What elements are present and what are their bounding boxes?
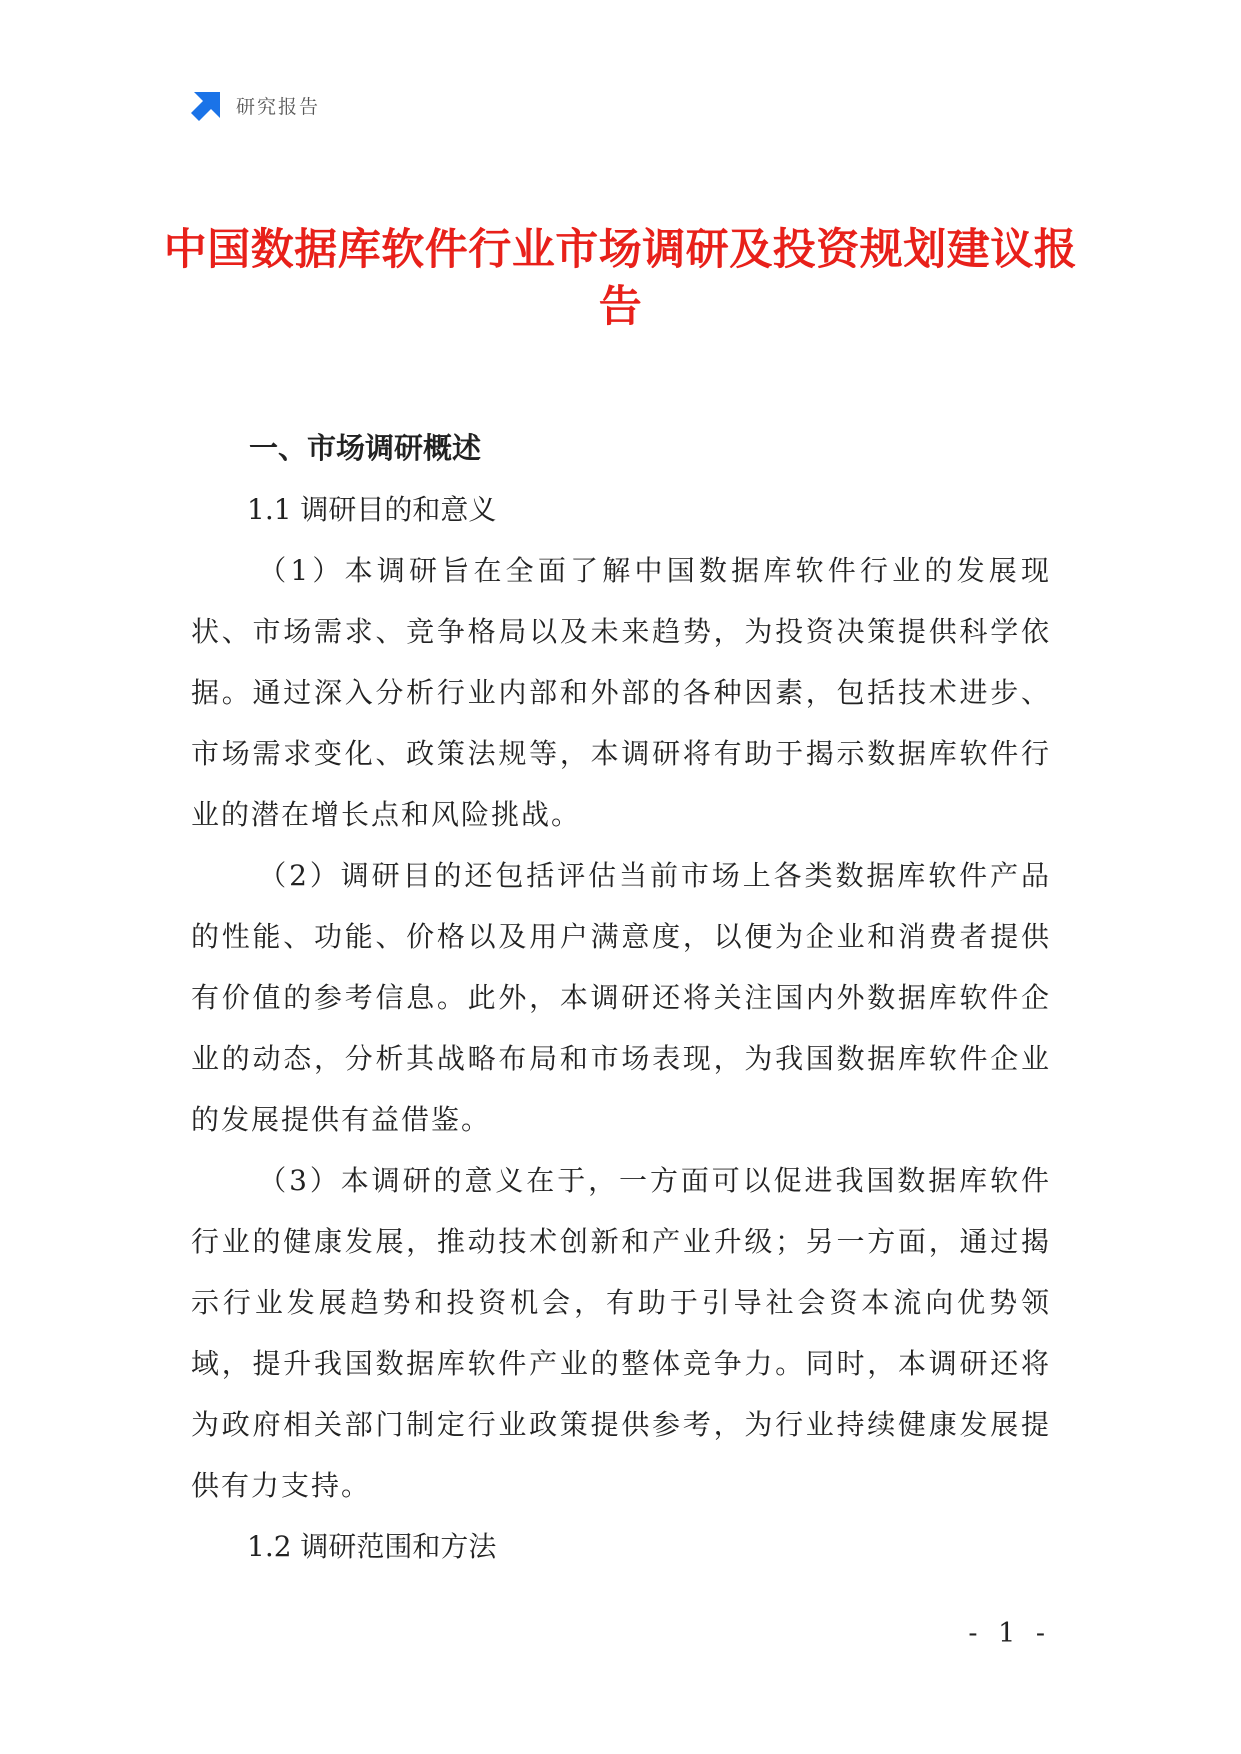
document-body — [191, 418, 1051, 1577]
paragraph-3: （3）本调研的意义在于，一方面可以促进我国数据库软件行业的健康发展，推动技术创新和产业升级；另一方面，通过揭示行业发展趋势和投资机会，有助于引导社会资本流向优势领域，提升我国数据库软件产业的整体竞争力。同时，本调研还将为政府相关部门制定行业政策提供参考，为行业持续健康发展提供有力支持。 — [191, 1164, 1051, 1502]
report-header — [190, 88, 320, 122]
section-heading-1: 一、市场调研概述 — [249, 431, 482, 465]
paragraph-2: （2）调研目的还包括评估当前市场上各类数据库软件产品的性能、功能、价格以及用户满意度，以便为企业和消费者提供有价值的参考信息。此外，本调研还将关注国内外数据库软件企业的动态，分析其战略布局和市场表现，为我国数据库软件企业的发展提供有益借鉴。 — [191, 859, 1051, 1136]
subsection-heading-1-2: 1.2 调研范围和方法 — [247, 1530, 497, 1563]
arrow-up-right-icon — [190, 88, 224, 122]
subsection-heading-1-1: 1.1 调研目的和意义 — [247, 493, 497, 526]
document-title: 中国数据库软件行业市场调研及投资规划建议报告 — [163, 225, 1078, 332]
paragraph-1: （1）本调研旨在全面了解中国数据库软件行业的发展现状、市场需求、竞争格局以及未来趋势，为投资决策提供科学依据。通过深入分析行业内部和外部的各种因素，包括技术进步、市场需求变化、政策法规等，本调研将有助于揭示数据库软件行业的潜在增长点和风险挑战。 — [191, 554, 1051, 831]
header-label: 研究报告 — [236, 95, 321, 118]
page-number: - 1 - — [968, 1618, 1051, 1649]
